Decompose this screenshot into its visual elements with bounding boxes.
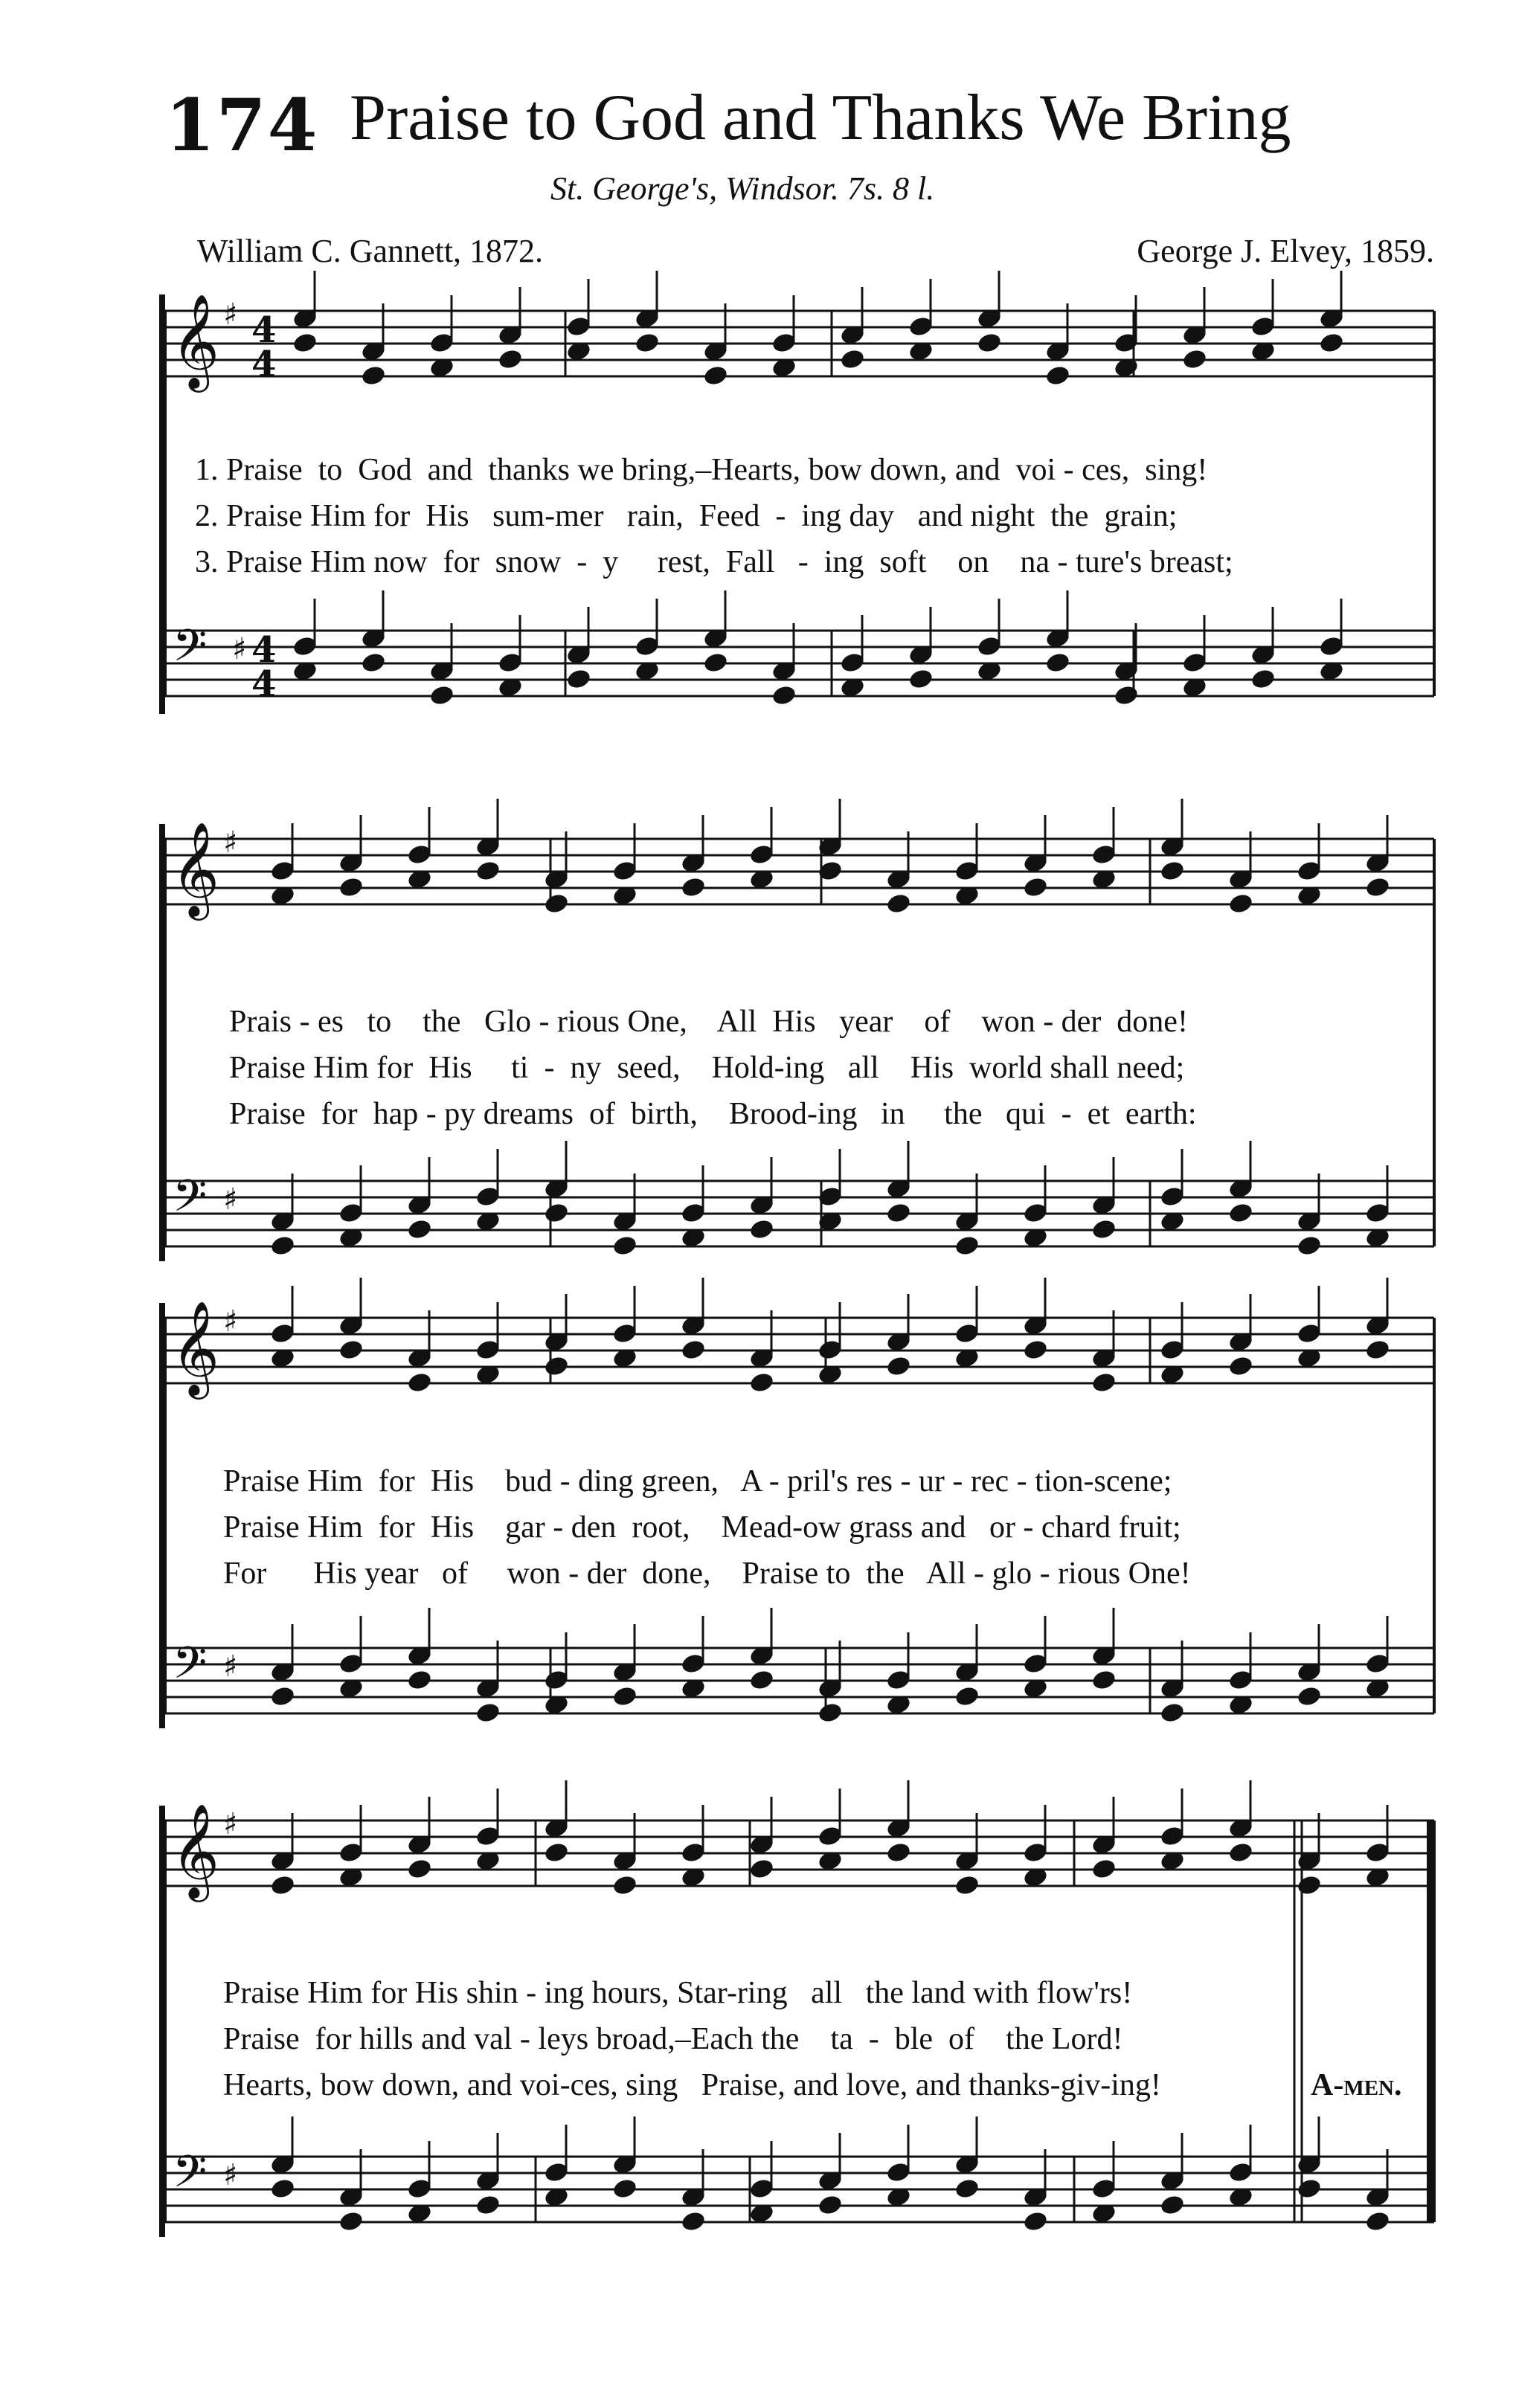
note-head	[543, 1841, 570, 1864]
note-head	[1022, 1339, 1049, 1362]
note-head	[817, 2194, 844, 2217]
bass-clef-icon: 𝄢	[173, 1170, 208, 1232]
note-head	[1296, 1874, 1323, 1897]
time-signature: 4	[251, 309, 277, 351]
lyric-s4-v1: Praise Him for His shin - ing hours, Star-ring all the land with flow'rs!	[223, 1976, 1133, 2010]
bass-clef-icon: 𝄢	[173, 2145, 208, 2208]
treble-clef-icon: 𝄞	[171, 1300, 220, 1395]
note-head	[634, 332, 661, 355]
note-head	[771, 684, 797, 707]
note-head	[543, 1202, 570, 1225]
note-head	[269, 1234, 296, 1258]
lyric-s2-v2: Praise Him for His ti - ny seed, Hold-ing all His world shall need;	[229, 1051, 1185, 1085]
note-head	[885, 1202, 912, 1225]
final-barline	[1427, 1821, 1434, 2222]
note-head	[1113, 684, 1140, 707]
note-head	[338, 876, 364, 899]
sharp-icon: ♯	[232, 632, 247, 666]
treble-clef-icon: 𝄞	[171, 293, 220, 388]
note-head	[292, 332, 318, 355]
note-head	[1091, 1858, 1117, 1881]
note-head	[748, 1669, 775, 1692]
note-head	[543, 892, 570, 915]
note-head	[1159, 1702, 1186, 1725]
note-head	[611, 1234, 638, 1258]
sharp-icon: ♯	[223, 2158, 238, 2192]
note-head	[611, 1874, 638, 1897]
lyric-s4-v2: Praise for hills and val - leys broad,–Each the ta - ble of the Lord!	[223, 2022, 1123, 2056]
note-head	[1364, 2210, 1391, 2233]
note-head	[611, 1685, 638, 1708]
note-head	[1022, 2210, 1049, 2233]
lyric-s4-v3: Hearts, bow down, and voi-ces, sing Praise, and love, and thanks-giv-ing!	[223, 2068, 1161, 2102]
note-head	[1159, 860, 1186, 883]
author-credit: William C. Gannett, 1872.	[197, 233, 544, 269]
note-head	[1364, 1339, 1391, 1362]
note-head	[954, 1874, 980, 1897]
sharp-icon: ♯	[223, 297, 238, 332]
hymn-title: Praise to God and Thanks We Bring	[350, 82, 1291, 154]
sharp-icon: ♯	[223, 1182, 238, 1217]
note-head	[1091, 1669, 1117, 1692]
time-signature: 4	[251, 663, 277, 705]
note-head	[406, 1669, 433, 1692]
note-head	[1091, 1371, 1117, 1394]
treble-clef-icon: 𝄞	[171, 1803, 220, 1898]
composer-credit: George J. Elvey, 1859.	[1137, 233, 1434, 269]
note-head	[748, 1858, 775, 1881]
treble-clef-icon: 𝄞	[171, 821, 220, 916]
note-head	[748, 1218, 775, 1241]
note-head	[611, 2177, 638, 2201]
note-head	[976, 332, 1003, 355]
note-head	[1296, 2177, 1323, 2201]
note-head	[360, 651, 387, 675]
lyric-s1-v1: 1. Praise to God and thanks we bring,–Hearts, bow down, and voi - ces, sing!	[195, 453, 1208, 487]
sharp-icon: ♯	[223, 1649, 238, 1684]
note-head	[1250, 668, 1276, 691]
note-head	[406, 1371, 433, 1394]
note-head	[1296, 1685, 1323, 1708]
note-head	[908, 668, 934, 691]
note-head	[1044, 364, 1071, 387]
note-head	[954, 2177, 980, 2201]
note-head	[885, 1841, 912, 1864]
note-head	[1181, 348, 1208, 371]
note-head	[954, 1234, 980, 1258]
note-head	[1364, 876, 1391, 899]
note-head	[1044, 651, 1071, 675]
note-head	[680, 876, 707, 899]
bass-clef-icon: 𝄢	[173, 1637, 208, 1699]
note-head	[817, 1702, 844, 1725]
note-head	[475, 1702, 501, 1725]
lyric-s2-v3: Praise for hap - py dreams of birth, Brood-ing in the qui - et earth:	[229, 1097, 1197, 1131]
note-head	[475, 860, 501, 883]
note-head	[1296, 1234, 1323, 1258]
note-head	[428, 684, 455, 707]
note-head	[269, 1685, 296, 1708]
hymn-number: 174	[165, 83, 319, 167]
amen-label: A-men.	[1311, 2068, 1402, 2102]
time-signature: 4	[251, 344, 277, 385]
note-head	[1022, 876, 1049, 899]
note-head	[680, 2210, 707, 2233]
sharp-icon: ♯	[223, 825, 238, 860]
note-head	[1159, 2194, 1186, 2217]
bass-clef-icon: 𝄢	[173, 619, 208, 682]
note-head	[338, 1339, 364, 1362]
note-head	[269, 2177, 296, 2201]
sharp-icon: ♯	[223, 1807, 238, 1841]
note-head	[1227, 1841, 1254, 1864]
note-head	[839, 348, 866, 371]
lyric-s3-v2: Praise Him for His gar - den root, Mead-ow grass and or - chard fruit;	[223, 1510, 1181, 1545]
lyric-s3-v3: For His year of won - der done, Praise to the All - glo - rious One!	[223, 1556, 1191, 1591]
tune-name: St. George's, Windsor. 7s. 8 l.	[550, 170, 935, 207]
note-head	[338, 2210, 364, 2233]
note-head	[269, 1874, 296, 1897]
note-head	[702, 364, 729, 387]
note-head	[406, 1218, 433, 1241]
note-head	[885, 1355, 912, 1378]
time-signature: 4	[251, 629, 277, 671]
note-head	[680, 1339, 707, 1362]
note-head	[702, 651, 729, 675]
lyric-s2-v1: Prais - es to the Glo - rious One, All His year of won - der done!	[229, 1005, 1188, 1039]
note-head	[748, 1371, 775, 1394]
lyric-s3-v1: Praise Him for His bud - ding green, A - pril's res - ur - rec - tion-scene;	[223, 1464, 1172, 1498]
note-head	[406, 1858, 433, 1881]
sharp-icon: ♯	[223, 1304, 238, 1339]
note-head	[565, 668, 592, 691]
note-head	[1227, 892, 1254, 915]
note-head	[954, 1685, 980, 1708]
lyric-s1-v3: 3. Praise Him now for snow - y rest, Fall - ing soft on na - ture's breast;	[195, 545, 1233, 579]
lyric-s1-v2: 2. Praise Him for His sum-mer rain, Feed - ing day and night the grain;	[195, 499, 1178, 533]
note-head	[1318, 332, 1345, 355]
note-head	[543, 1355, 570, 1378]
note-head	[1091, 1218, 1117, 1241]
note-head	[1227, 1202, 1254, 1225]
note-head	[360, 364, 387, 387]
note-head	[497, 348, 524, 371]
note-head	[475, 2194, 501, 2217]
note-head	[1227, 1355, 1254, 1378]
note-head	[885, 892, 912, 915]
